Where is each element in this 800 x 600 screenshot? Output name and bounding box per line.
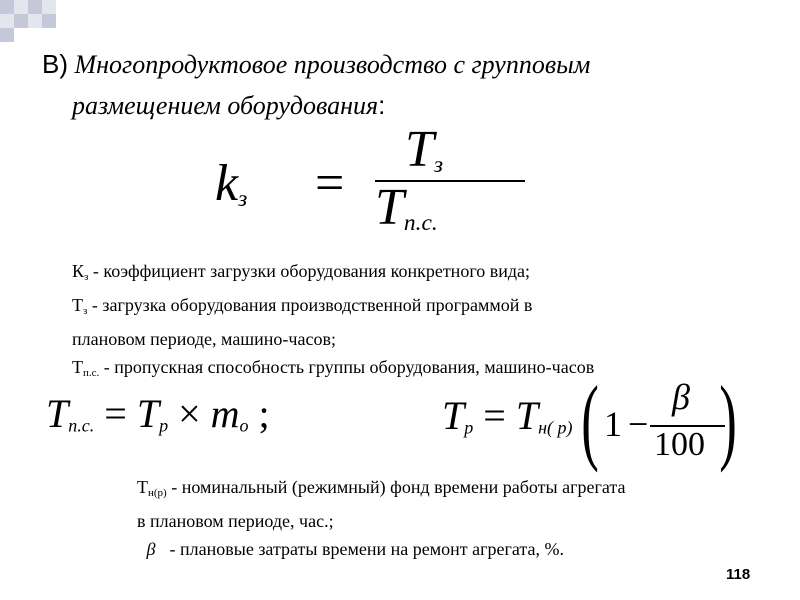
paren-open: ( [581, 366, 599, 473]
slide-title [42, 44, 590, 126]
title-prefix: В) [42, 49, 68, 79]
definition-line: β - плановые затраты времени на ремонт агрегата, %. [146, 539, 564, 559]
formula-throughput: $T_{п.с.} = T_р \times m_о$ ; [46, 391, 270, 436]
definition-line: Тн(р) - номинальный (режимный) фонд времени работы агрегата [137, 477, 626, 499]
formula1-equals: = [315, 155, 345, 212]
paren-close: ) [719, 366, 737, 473]
definitions-block [72, 257, 752, 387]
formula3-beta: β [672, 377, 690, 417]
definition-line: Тп.с. - пропускная способность группы оборудования, машино-часов [72, 357, 595, 379]
definition-line: плановом периоде, машино-часов; [72, 329, 336, 349]
formula-working-time [442, 366, 742, 473]
formula1-numerator: $T_з$ [405, 121, 444, 178]
definition-line: в плановом периоде, час.; [137, 511, 334, 531]
definitions-block-2 [137, 473, 797, 563]
definition-line: Кз - коэффициент загрузки оборудования конкретного вида; [72, 261, 531, 283]
formula1-lhs: $k_з$ [215, 155, 248, 212]
formula1-denominator: $T_{п.с.}$ [375, 179, 438, 236]
formula3-hundred: 100 [654, 426, 705, 463]
title-line2: размещением оборудования [72, 91, 379, 120]
formula3-one: 1 [604, 404, 622, 444]
formula3-minus: − [628, 404, 649, 444]
title-line1: Многопродуктовое производство с групповым [74, 50, 591, 79]
definition-line: Тз - загрузка оборудования производственной программой в [72, 295, 533, 317]
title-colon: : [378, 90, 386, 120]
formula3-left: $T_р = T_{н( р)}$ [442, 393, 573, 438]
formula-load-factor [215, 121, 515, 236]
page-number: 118 [726, 566, 751, 583]
